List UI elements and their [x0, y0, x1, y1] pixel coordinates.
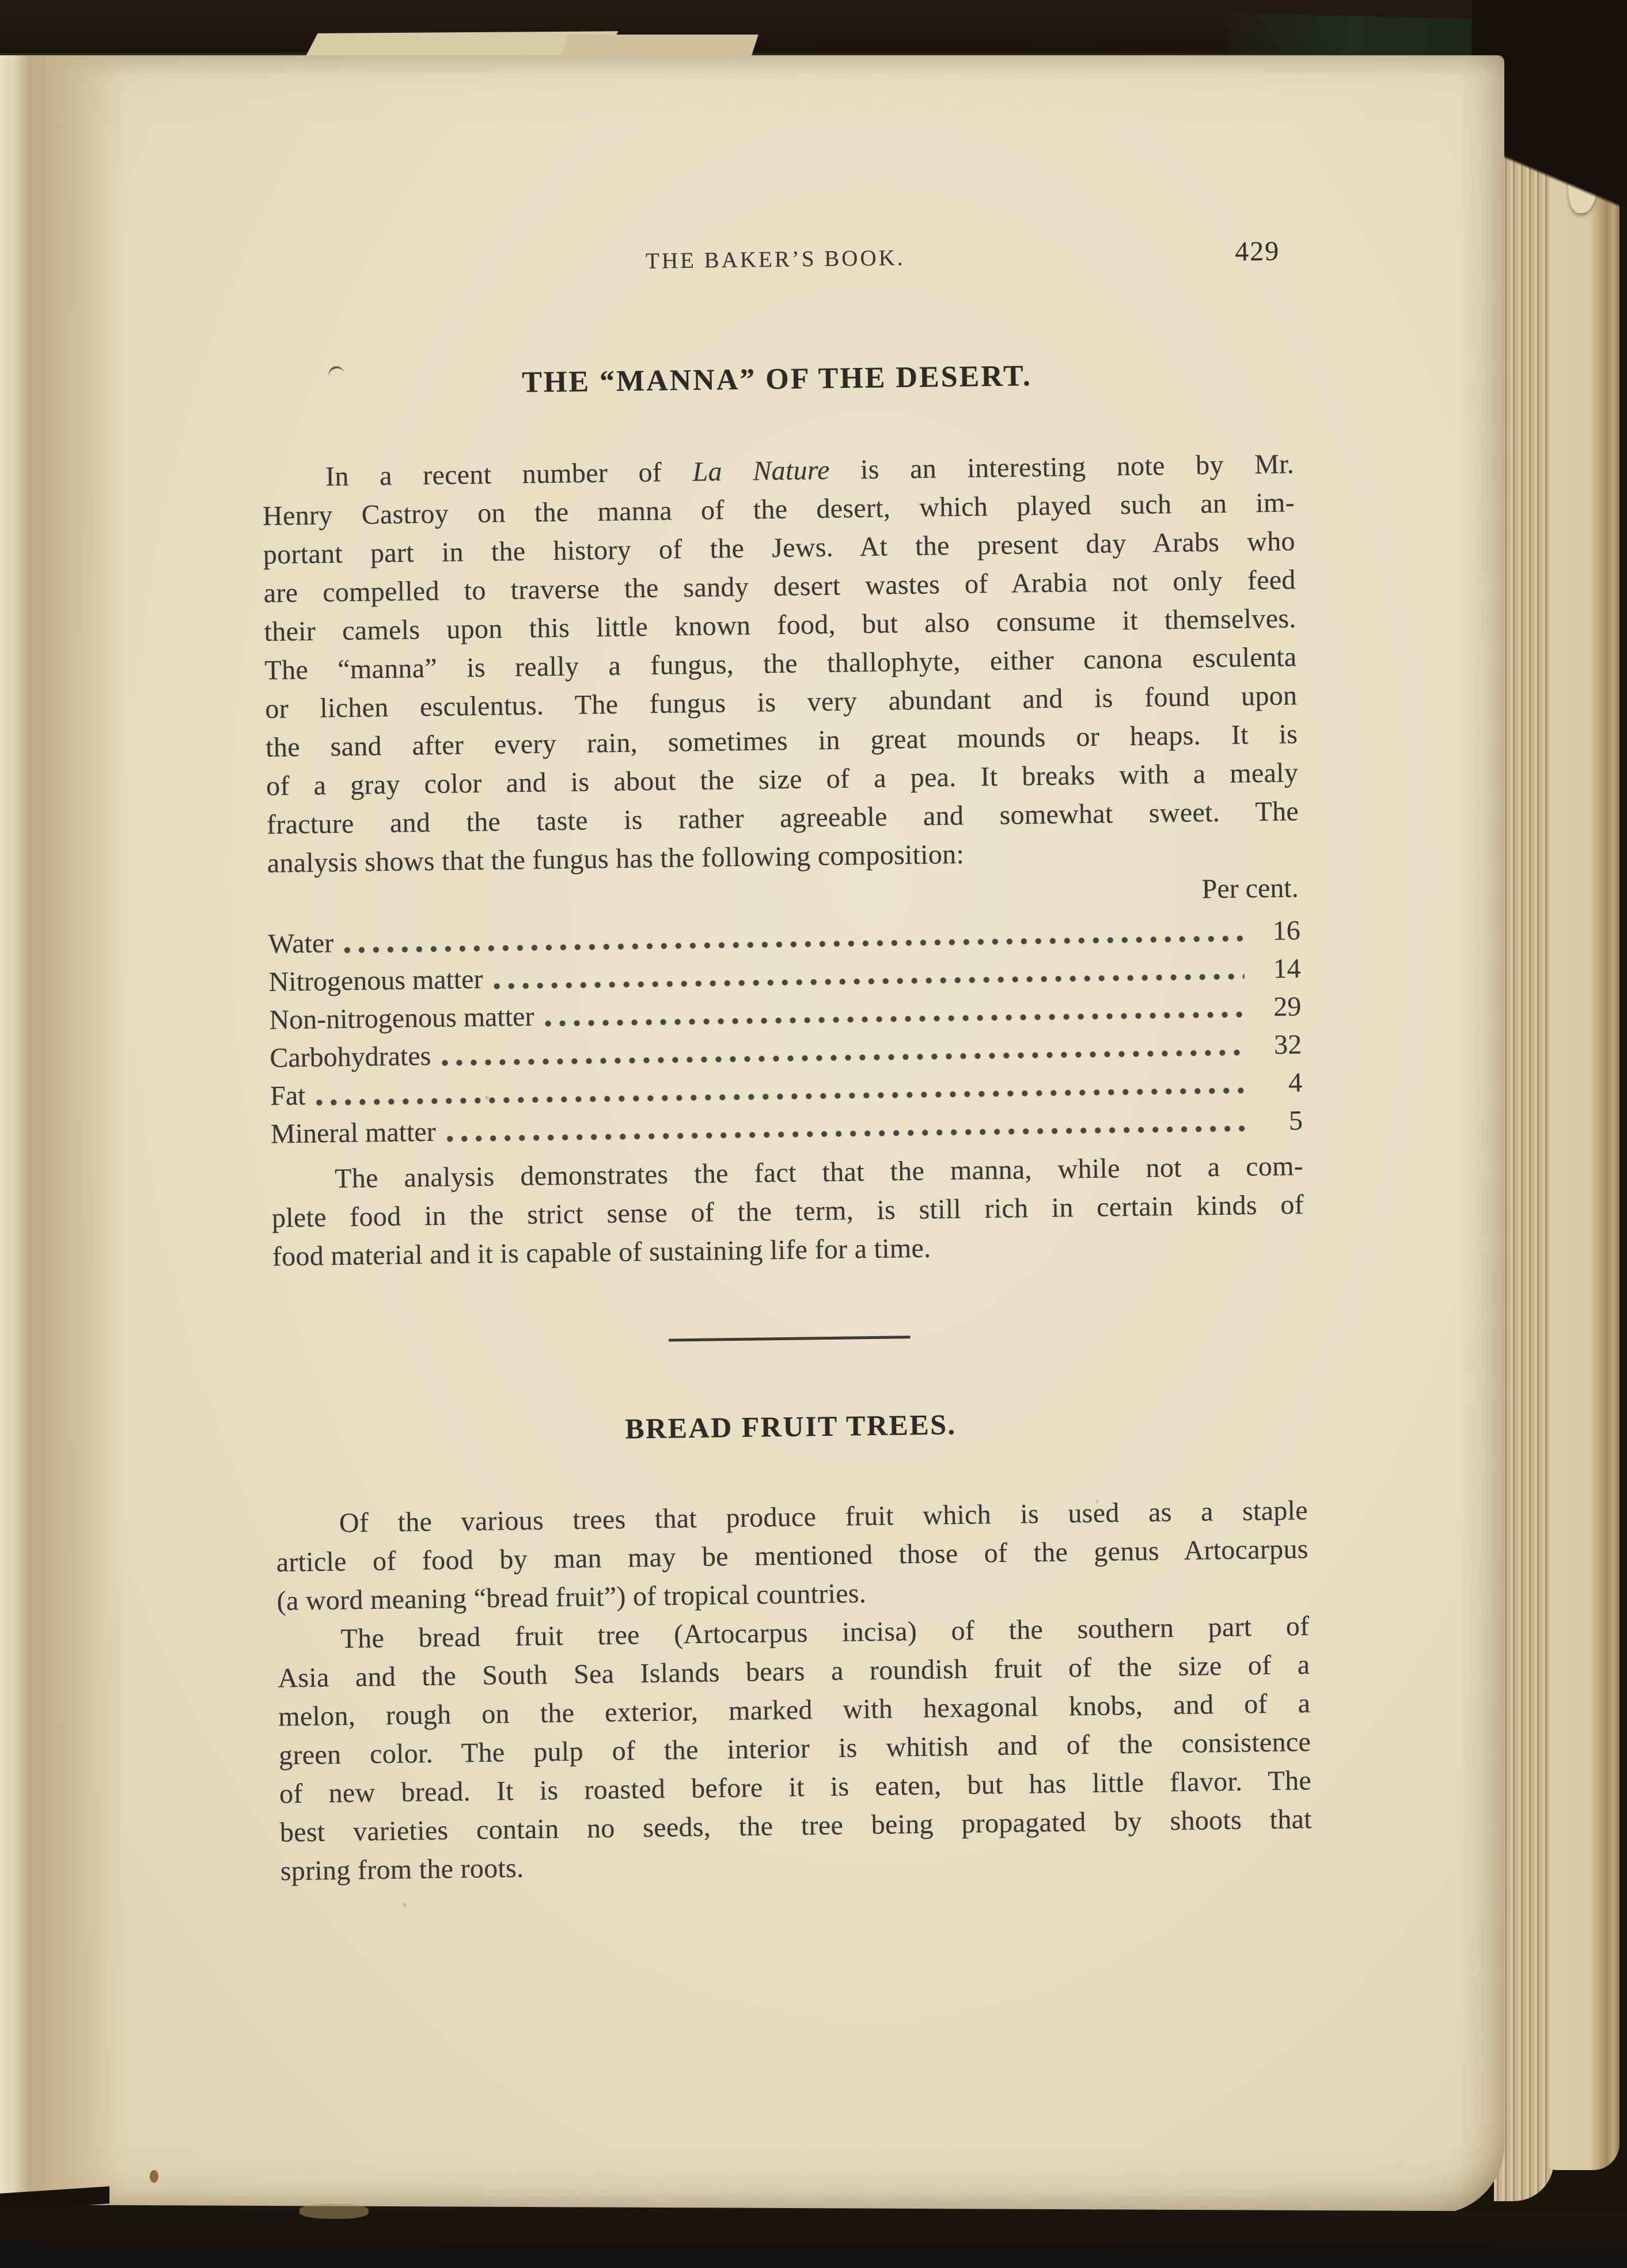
paper-speck — [403, 1903, 407, 1907]
paragraph-line: green color. The pulp of the interior is whitish and of the consistence — [278, 1727, 1311, 1771]
row-value: 14 — [1273, 953, 1301, 984]
paragraph-line: article of food by man may be mentioned those of the genus Artocarpus — [276, 1534, 1309, 1578]
paragraph-line: melon, rough on the exterior, marked with hexagonal knobs, and of a — [278, 1688, 1311, 1732]
paragraph-line: or lichen esculentus. The fungus is very abundant and is found upon — [265, 680, 1298, 725]
paragraph-line: The analysis demonstrates the fact that the manna, while not a com- — [334, 1151, 1304, 1194]
row-label: Carbohydrates — [270, 1040, 431, 1074]
row-label: Water — [268, 928, 334, 959]
row-label: Nitrogenous matter — [268, 964, 483, 998]
bottom-cover-cloth — [0, 2205, 1627, 2268]
paragraph-line: Asia and the South Sea Islands bears a roundish fruit of the size of a — [278, 1649, 1310, 1694]
row-value: 32 — [1273, 1029, 1302, 1060]
fore-edge-stack-outer — [1549, 145, 1620, 2170]
article-2-paragraph-1 — [276, 1491, 1309, 1620]
article-1-title: THE “MANNA” OF THE DESERT. — [521, 359, 1033, 399]
journal-name-italic: La Nature — [692, 454, 830, 487]
dotted-leader — [344, 934, 1244, 954]
article-1-paragraph-1 — [262, 445, 1299, 882]
row-value: 4 — [1288, 1067, 1303, 1098]
paragraph-line: the sand after every rain, sometimes in great mounds or heaps. It is — [265, 719, 1298, 763]
paragraph-line: food material and it is capable of sustaining life for a time. — [272, 1232, 931, 1272]
page-number: 429 — [1234, 236, 1280, 267]
row-value: 5 — [1288, 1105, 1303, 1136]
paragraph-line: of new bread. It is roasted before it is eaten, but has little flavor. The — [279, 1765, 1312, 1810]
row-label: Mineral matter — [270, 1116, 436, 1150]
paragraph-line: The bread fruit tree (Artocarpus incisa) of the southern part of — [340, 1611, 1310, 1655]
paper-speck — [150, 2170, 158, 2183]
dotted-leader — [441, 1048, 1245, 1067]
paragraph-line: of a gray color and is about the size of a pea. It breaks with a mealy — [266, 757, 1299, 802]
article-1-paragraph-2 — [271, 1147, 1304, 1276]
line-text: is an interesting note by Mr. — [829, 449, 1295, 486]
composition-table — [268, 912, 1303, 1153]
dotted-leader — [544, 1010, 1245, 1027]
paragraph-line: Henry Castroy on the manna of the desert, which played such an im- — [262, 487, 1295, 532]
dotted-leader — [446, 1124, 1247, 1143]
paragraph-line: analysis shows that the fungus has the following composition: — [267, 839, 965, 879]
paragraph-line: their camels upon this little known food, but also consume it themselves. — [264, 603, 1296, 647]
paragraph-line: fracture and the taste is rather agreeable and somewhat sweet. The — [266, 796, 1299, 840]
line-text: In a recent number of — [325, 456, 693, 492]
paragraph-line: portant part in the history of the Jews. At the present day Arabs who — [263, 526, 1296, 570]
row-label: Fat — [270, 1080, 306, 1112]
article-2-title: BREAD FRUIT TREES. — [624, 1408, 957, 1445]
paragraph-line: are compelled to traverse the sandy desert wastes of Arabia not only feed — [263, 564, 1296, 609]
page-content — [259, 236, 1313, 1890]
paragraph-line: The “manna” is really a fungus, the thallophyte, either canona esculenta — [264, 642, 1297, 686]
paragraph-line: Of the various trees that produce fruit which is used as a staple — [339, 1495, 1309, 1539]
running-title: THE BAKER’S BOOK. — [645, 245, 905, 274]
paragraph-line: best varieties contain no seeds, the tree being propagated by shoots that — [279, 1804, 1313, 1848]
row-value: 29 — [1273, 991, 1302, 1022]
paragraph-line: plete food in the strict sense of the term, is still rich in certain kinds of — [271, 1189, 1304, 1234]
paragraph-line: (a word meaning “bread fruit”) of tropical countries. — [276, 1578, 867, 1617]
row-label: Non-nitrogenous matter — [269, 1001, 534, 1036]
page-gutter-shadow — [0, 55, 132, 2214]
paragraph-line: spring from the roots. — [280, 1852, 524, 1887]
row-value: 16 — [1272, 915, 1300, 946]
dotted-leader — [494, 972, 1245, 990]
section-divider — [669, 1336, 911, 1341]
article-2-paragraph-2 — [277, 1607, 1313, 1890]
dotted-leader — [316, 1086, 1246, 1106]
percent-label: Per cent. — [1201, 873, 1299, 905]
